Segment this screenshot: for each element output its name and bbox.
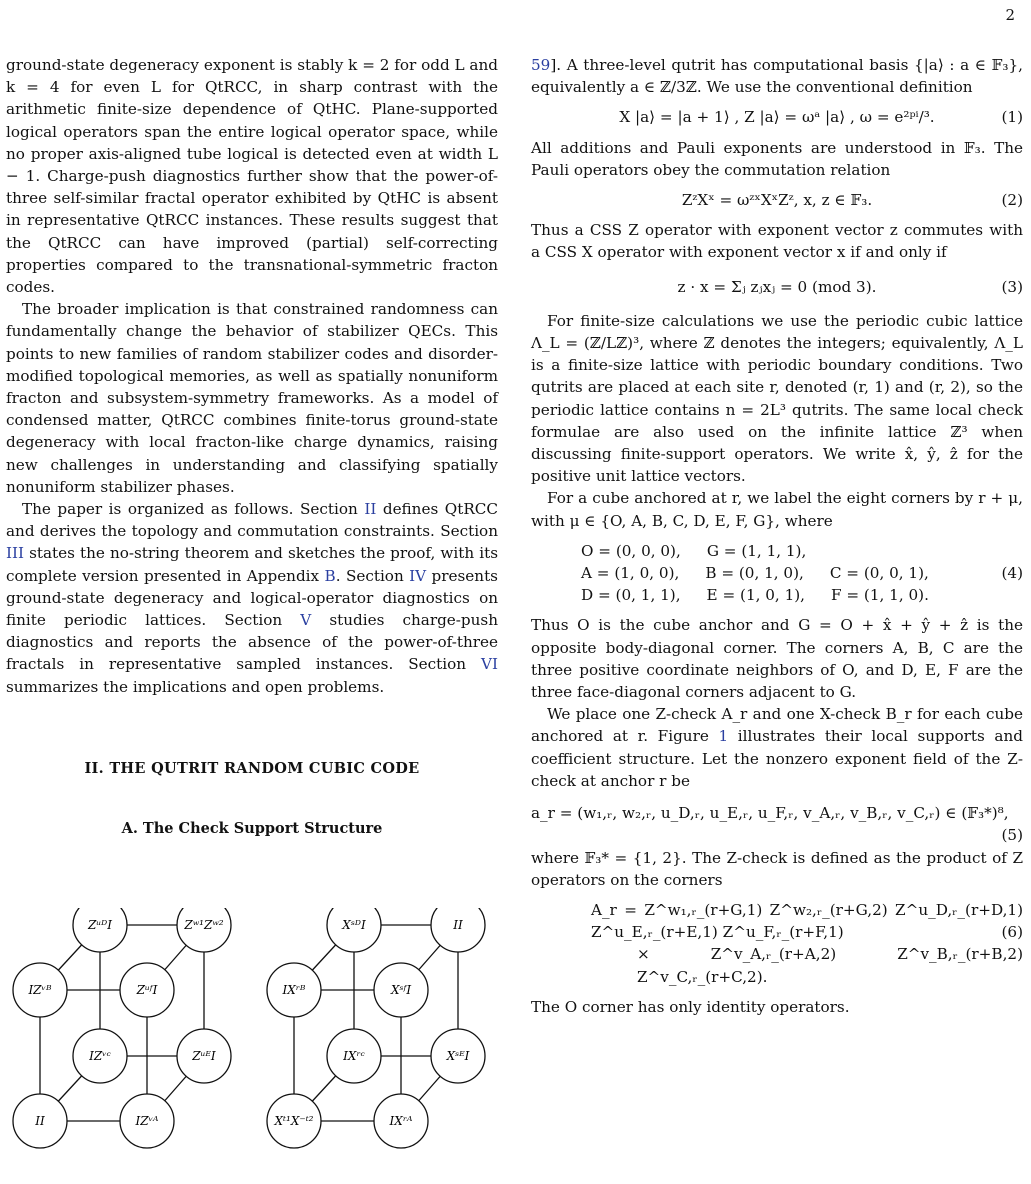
left-column	[6, 54, 498, 840]
equation-cell: F = (1, 1, 0).	[831, 586, 929, 605]
text-run: illustrates their local supports and coefficient structure. Let the nonzero exponent field of the Z-check at anchor r be	[531, 727, 1023, 790]
section-link[interactable]: IV	[409, 566, 427, 585]
page-number: 2	[1005, 6, 1015, 24]
z-check-node-label: IZᵛᶜ	[89, 1049, 111, 1063]
equation-body: X |a⟩ = |a + 1⟩ , Z |a⟩ = ωᵃ |a⟩ , ω = e²ᵖⁱ/³.	[619, 108, 935, 127]
z-check-node-label: IZᵛᴮ	[28, 983, 52, 997]
x-check-node-label: XˢᶠI	[390, 983, 412, 997]
appendix-link[interactable]: B	[324, 566, 336, 585]
equation-4	[581, 540, 1023, 607]
equation-number: (3)	[1001, 277, 1023, 296]
section-link[interactable]: II	[364, 500, 377, 519]
text-run: states the no-string theorem and sketches the proof, with its complete version presented in Appendix	[6, 544, 498, 585]
z-check-node-label: ZᵘᴰI	[88, 918, 112, 932]
equation-cell: B = (0, 1, 0),	[705, 564, 804, 583]
equation-3	[531, 276, 1023, 298]
section-link[interactable]: III	[6, 544, 24, 563]
equation-body: ZᶻXˣ = ωᶻˣXˣZᶻ, x, z ∈ 𝔽₃.	[681, 191, 873, 210]
paragraph: Thus a CSS Z operator with exponent vector z commutes with a CSS X operator with exponent vector x if and only if	[531, 221, 1023, 262]
equation-6	[591, 899, 1023, 988]
right-column	[531, 54, 1023, 1018]
figure-check-supports	[6, 908, 498, 1168]
equation-row	[581, 540, 1023, 562]
paragraph: The O corner has only identity operators.	[531, 997, 850, 1016]
citation-link[interactable]: 59	[531, 56, 551, 74]
z-check-node-label: IZᵛᴬ	[135, 1114, 159, 1128]
z-check-node-label: ZᵘᶠI	[136, 983, 158, 997]
equation-number: (2)	[1001, 191, 1023, 210]
text-run: We place one Z-check A_r and one X-check B_r for each cube anchored at r. Figure	[531, 705, 1023, 746]
equation-row	[581, 562, 1023, 584]
x-check-node-label: XˢᴰI	[342, 918, 366, 932]
section-title: II. THE QUTRIT RANDOM CUBIC CODE	[84, 759, 420, 777]
figure-link[interactable]: 1	[718, 727, 729, 746]
x-check-node-label: II	[453, 918, 463, 932]
x-check-node-label: Xᵗ¹X⁻ᵗ²	[274, 1114, 314, 1128]
x-check-node-label: XˢᴱI	[446, 1049, 470, 1063]
text-run: summarizes the implications and open problems.	[6, 677, 385, 696]
equation-number: (6)	[1001, 922, 1023, 941]
paragraph: Thus O is the cube anchor and G = O + x̂ + ŷ + ẑ is the opposite body-diagonal corner. The corners A, B, C are the three positive coordinate neighbors of O, and D, E, F are the three face-diagonal corners adjacent to G.	[531, 616, 1023, 702]
equation-number: (4)	[1001, 563, 1023, 582]
section-link[interactable]: VI	[481, 655, 498, 674]
equation-line: A_r = Z^w₁,ᵣ_(r+G,1) Z^w₂,ᵣ_(r+G,2) Z^u_D,ᵣ_(r+D,1) Z^u_E,ᵣ_(r+E,1) Z^u_F,ᵣ_(r+F,1)	[591, 900, 1023, 942]
text-run: The paper is organized as follows. Section	[22, 500, 365, 519]
paragraph: The broader implication is that constrained randomness can fundamentally change the behavior of stabilizer QECs. This points to new families of random stabilizer codes and disorder-modified topological memories, as well as spatially nonuniform fracton and subsystem-symmetry frameworks. As a model of condensed matter, QtRCC combines finite-torus ground-state degeneracy with local fracton-like charge dynamics, raising new challenges in understanding and classifying spatially nonuniform stabilizer phases.	[6, 300, 498, 496]
z-check-cube	[13, 908, 231, 1148]
text-run: presents ground-state degeneracy and logical-operator diagnostics on finite periodic lattices. Section	[6, 566, 498, 630]
paragraph: ground-state degeneracy exponent is stably k = 2 for odd L and k = 4 for even L for QtRCC, in sharp contrast with the arithmetic finite-size dependence of QtHC. Plane-supported logical operators span the entire logical operator space, while no proper axis-aligned tube logical is detected even at width L − 1. Charge-push diagnostics further show that the power-of-three self-similar fractal operator exhibited by QtHC is absent in representative QtRCC instances. These results suggest that the QtRCC can have improved (partial) self-correcting properties compared to the transnational-symmetric fracton codes.	[6, 56, 498, 297]
paragraph: For finite-size calculations we use the periodic cubic lattice Λ_L = (ℤ/Lℤ)³, where ℤ denotes the integers; equivalently, Λ_L is a finite-size lattice with periodic boundary conditions. Two qutrits are placed at each site r, denoted (r, 1) and (r, 2), so the periodic lattice contains n = 2L³ qutrits. The same local check formulae are also used on the infinite lattice ℤ³ when discussing finite-support operators. We write x̂, ŷ, ẑ for the positive unit lattice vectors.	[531, 311, 1023, 486]
paragraph-organization	[6, 498, 498, 698]
equation-2	[531, 189, 1023, 211]
paragraph	[531, 703, 1023, 792]
equation-cell: O = (0, 0, 0),	[581, 541, 681, 560]
x-check-node-label: IXʳᶜ	[343, 1049, 365, 1063]
text-run: . Section	[335, 566, 410, 585]
equation-cell: A = (1, 0, 0),	[581, 564, 680, 583]
z-check-node-label: Zʷ¹Zʷ²	[184, 918, 224, 932]
equation-5	[531, 802, 1023, 824]
equation-line: × Z^v_A,ᵣ_(r+A,2) Z^v_B,ᵣ_(r+B,2) Z^v_C,ᵣ_(r+C,2).	[637, 945, 1023, 986]
equation-row	[581, 584, 1023, 606]
z-check-node-label: II	[35, 1114, 45, 1128]
x-check-cube	[267, 908, 485, 1148]
text-run: studies charge-push diagnostics and reports the absence of the power-of-three fractals in representative sampled instances. Section	[6, 611, 499, 674]
equation-number: (1)	[1001, 108, 1023, 127]
equation-cell: G = (1, 1, 1),	[706, 541, 807, 560]
equation-cell: D = (0, 1, 1),	[581, 586, 681, 605]
equation-number: (5)	[1001, 826, 1023, 845]
section-link[interactable]: V	[300, 611, 312, 630]
text-run: defines QtRCC and derives the topology and commutation constraints. Section	[6, 500, 498, 541]
paragraph: All additions and Pauli exponents are understood in 𝔽₃. The Pauli operators obey the commutation relation	[531, 138, 1023, 179]
x-check-node-label: IXʳᴮ	[282, 983, 306, 997]
subsection-title: A. The Check Support Structure	[121, 820, 383, 838]
equation-cell: E = (1, 0, 1),	[706, 586, 805, 605]
paragraph: where 𝔽₃* = {1, 2}. The Z-check is defined as the product of Z operators on the corners	[531, 848, 1023, 889]
equation-1	[531, 106, 1023, 128]
text-run: ]. A three-level qutrit has computational basis {|a⟩ : a ∈ 𝔽₃}, equivalently a ∈ ℤ/3ℤ. We use the conventional definition	[531, 56, 1023, 97]
equation-body: a_r = (w₁,ᵣ, w₂,ᵣ, u_D,ᵣ, u_E,ᵣ, u_F,ᵣ, v_A,ᵣ, v_B,ᵣ, v_C,ᵣ) ∈ (𝔽₃*)⁸,	[531, 804, 1009, 823]
equation-body: z · x = Σⱼ zⱼxⱼ = 0 (mod 3).	[677, 277, 877, 296]
z-check-node-label: ZᵘᴱI	[192, 1049, 216, 1063]
paragraph	[531, 54, 1023, 98]
equation-cell: C = (0, 0, 1),	[829, 564, 929, 583]
paragraph: For a cube anchored at r, we label the eight corners by r + μ, with μ ∈ {O, A, B, C, D, E, F, G}, where	[531, 489, 1023, 530]
x-check-node-label: IXʳᴬ	[389, 1114, 413, 1128]
